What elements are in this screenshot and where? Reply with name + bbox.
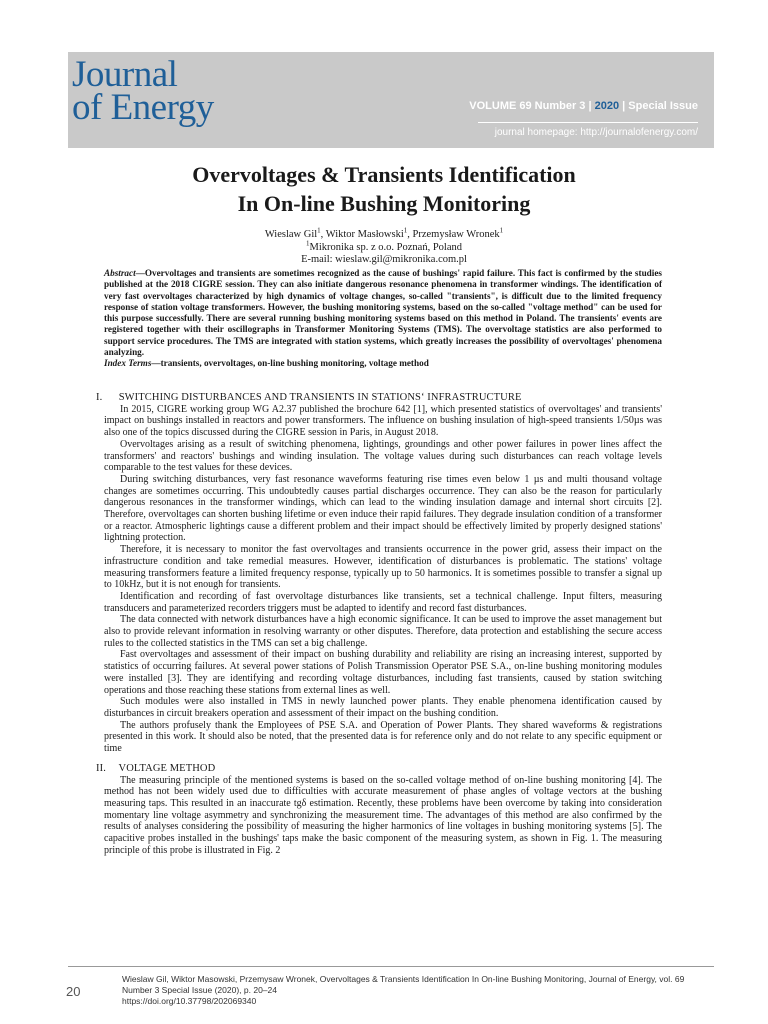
title-line-1: Overvoltages & Transients Identification [192,162,576,187]
volume-prefix: VOLUME 69 Number 3 | [469,100,592,112]
paragraph: The authors profusely thank the Employees of PSE S.A. and Operation of Power Plants. They shared waveforms & registrations presented in this work. It should also be noted, that the presented data is for reference only and do not relate to any specific equipment or time [104,719,662,755]
banner-divider [478,122,698,123]
doi-link[interactable]: https://doi.org/10.37798/202069340 [122,995,257,1006]
footer-divider [68,966,714,967]
author-3-sup: 1 [499,226,504,235]
author-1: Wieslaw Gil [264,229,318,240]
author-names [0,226,768,242]
section-2-heading [96,762,662,775]
abstract-block [104,268,662,370]
volume-info [469,100,698,112]
logo-line-2: of Energy [72,87,214,128]
section-1-title: SWITCHING DISTURBANCES AND TRANSIENTS IN STATIONS‘ INFRASTRUCTURE [118,392,522,403]
section-1-heading [96,392,662,404]
section-2-number: II. [96,762,106,774]
volume-year: 2020 [594,100,620,112]
abstract-text: —Overvoltages and transients are sometimes recognized as the cause of bushings' rapid failure. This fact is confirmed by the studies published at the 2018 CIGRE session. They can also initiate dangerous resonance phenomena in transformer windings. The identification of very fast overvoltages characterized by high dynamics of voltage changes, so-called "transients", is difficult due to the limited frequency response of station voltage transformers. However, the bushing monitoring systems, based on the so-called "voltage method" can be used for this purpose successfully. There are several running bushing monitoring systems based on this method in Poland. The transients' events are registered together with their oscillographs in Transformer Monitoring Systems (TMS). The overvoltage statistics are also performed to support service procedures. The TMS are integrated with station systems, which greatly increases the possibility of overvoltages' phenomena analyzing. [104,268,662,358]
logo-line-1: Journal [72,54,178,95]
article-title [0,160,768,218]
paragraph: Fast overvoltages and assessment of their impact on bushing durability and reliability are rising an increasing interest, supported by statistics of occurring failures. At several power stations of Polish Transmission Operator PSE S.A., on-line bushing monitoring modules were installed [3]. They are identifying and recording voltage disturbances, including fast transients, caused by station switching operations and those reaching these stations from external lines as well. [104,649,662,696]
index-terms-paragraph [104,358,662,369]
paragraph: In 2015, CIGRE working group WG A2.37 published the brochure 642 [1], which presented statistics of overvoltages' and transients' impact on bushings installed in reactors and power transformers. The influence on bushing insulation of high-speed transients 1/50µs was also one of the topics discussed during the CIGRE session in Paris, in August 2018. [104,403,662,439]
index-terms-label: Index Terms [104,358,152,369]
journal-banner [68,52,714,148]
author-email[interactable]: E-mail: wieslaw.gil@mikronika.com.pl [301,254,467,265]
section-2-title: VOLTAGE METHOD [118,762,216,774]
paragraph: During switching disturbances, very fast resonance waveforms featuring rise times even below 1 µs and multi thousand voltage changes are sometimes occurring. This undoubtedly causes partial discharges occurrence. They can also be the reason for particularly dangerous resonances in the transformer windings, which can lead to the winding insulation damage and internal short circuits [2]. Therefore, overvoltages can shorten bushing lifetime or even induce their rapid failures. They degrade insulation condition of a transformer or a reactor. Atmospheric lightings cause a different problem and their impact should be effectively limited by properly designed stations' lightning protection. [104,473,662,544]
author-block [0,226,768,267]
paragraph: Such modules were also installed in TMS in newly launched power plants. They enable phenomena identification caused by disturbances in circuit breakers operation and assessment of their impact on the bushing condition. [104,696,662,719]
citation-line-1: Wieslaw Gil, Wiktor Masowski, Przemysaw Wronek, Overvoltages & Transients Identification In On-line Bushing Monitoring, Journal of Energy, vol. 69 [122,974,685,984]
author-3: , Przemysław Wronek [407,229,500,240]
paragraph: Identification and recording of fast overvoltage disturbances like transients, set a technical challenge. Input filters, measuring transducers and parameterized recorders triggers must be adapted to identify and record fast disturbances. [104,590,662,614]
affiliation-text: Mikronika sp. z o.o. Poznań, Poland [309,241,463,253]
title-line-2: In On-line Bushing Monitoring [237,191,531,216]
affiliation-sup: 1 [305,239,310,247]
abstract-label: Abstract [104,268,136,278]
citation-block [122,974,702,1006]
article-body [96,392,662,856]
journal-logo[interactable] [72,54,214,128]
author-1-sup: 1 [317,226,321,235]
citation-line-2: Number 3 Special Issue (2020), p. 20–24 [122,984,277,995]
paragraph: Overvoltages arising as a result of switching phenomena, lightings, groundings and other power failures in power lines affect the transformers' and reactors' bushings and winding insulation. The voltage values during such disturbances can reach voltage levels comparable to the test values for these devices. [104,438,662,474]
section-2 [96,762,662,857]
author-2: , Wiktor Masłowski [320,229,404,240]
issue-suffix: | Special Issue [622,100,698,112]
paragraph: Therefore, it is necessary to monitor the fast overvoltages and transients occurrence in the power grid, assess their impact on the infrastructure condition and take remedial measures. However, identification of disturbances is problematic. The stations' voltage measuring transformers feature a limited frequency response, typically up to 50 harmonics. It is sometimes possible to transfer a signal up to 10kHz, but it is not enough for transients. [104,544,662,591]
section-1-number: I. [96,392,103,403]
journal-homepage-link[interactable]: journal homepage: http://journalofenergy.com/ [494,127,698,138]
affiliation [0,239,768,255]
paragraph: The measuring principle of the mentioned systems is based on the so-called voltage method of on-line bushing monitoring [4]. The method has not been widely used due to difficulties with accurate measurement of phase angles of voltage vectors at the bushing measuring taps. This resulted in an inaccurate tgδ estimation. Recently, these problems have been overcome by taking into consideration momentary line voltage asymmetry and synchronizing the measurement time. The advantages of this method are also confirmed by the results of analyses considering the possibility of measuring the higher harmonics of line voltages in bushing monitoring systems [5]. The capacitive probes installed in the bushings' taps make the basic component of the measuring system, as shown in Fig. 1. The measuring principle of this probe is illustrated in Fig. 2 [104,774,662,856]
index-terms-text: —transients, overvoltages, on-line bushing monitoring, voltage method [151,358,429,369]
page-number: 20 [66,984,81,999]
abstract-paragraph [104,268,662,358]
paragraph: The data connected with network disturbances have a high economic significance. It can be used to improve the asset management but also to provide relevant information in resolving warranty or other disputes. Therefore, data protection and establishing the secure access rules to the collected statistics in the TMS can set a big challenge. [104,614,662,649]
author-2-sup: 1 [403,226,408,235]
section-1 [96,392,662,755]
